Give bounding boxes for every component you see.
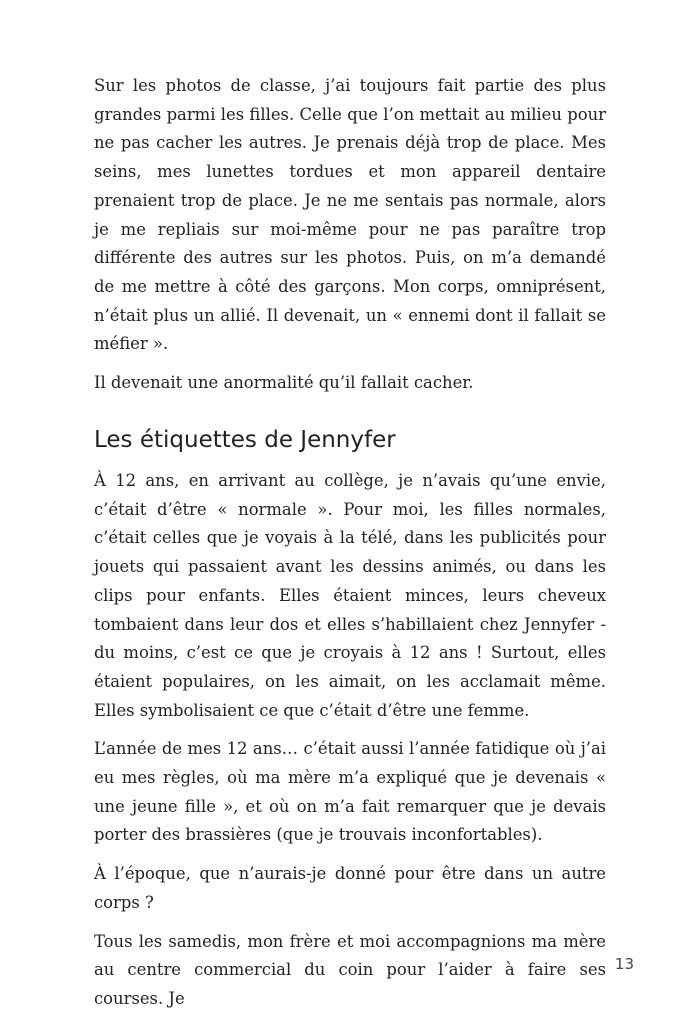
paragraph: À 12 ans, en arrivant au collège, je n’avais qu’une envie, c’était d’être « normale ». Pour moi, les filles normales, c’était celles que je voyais à la télé, dans les publicités pour jouets qui passaient avant les dessins animés, ou dans les clips pour enfants. Elles étaient minces, leurs cheveux tombaient dans leur dos et elles s’habillaient chez Jennyfer - du moins, c’est ce que je croyais à 12 ans ! Surtout, elles étaient populaires, on les aimait, on les acclamait même. Elles symbolisaient ce que c’était d’être une femme. [94, 471, 606, 720]
text-section-jennyfer [94, 467, 606, 1024]
text-section-intro [94, 72, 606, 408]
paragraph: À l’époque, que n’aurais-je donné pour être dans un autre corps ? [94, 864, 606, 912]
page-number: 13 [614, 955, 634, 973]
paragraph: Tous les samedis, mon frère et moi accompagnions ma mère au centre commercial du coin pour l’aider à faire ses courses. Je [94, 931, 606, 1008]
paragraph: L’année de mes 12 ans… c’était aussi l’année fatidique où j’ai eu mes règles, où ma mère m’a expliqué que je devenais « une jeune fille », et où on m’a fait remarquer que je devais porter des brassières (que je trouvais inconfortables). [94, 739, 606, 845]
section-heading: Les étiquettes de Jennyfer [94, 427, 396, 453]
paragraph: Il devenait une anormalité qu’il fallait cacher. [94, 373, 474, 393]
paragraph: Sur les photos de classe, j’ai toujours fait partie des plus grandes parmi les filles. Celle que l’on mettait au milieu pour ne pas cacher les autres. Je prenais déjà trop de place. Mes seins, mes lunettes tordues et mon appareil dentaire prenaient trop de place. Je ne me sentais pas normale, alors je me repliais sur moi-même pour ne pas paraître trop différente des autres sur les photos. Puis, on m’a demandé de me mettre à côté des garçons. Mon corps, omniprésent, n’était plus un allié. Il devenait, un « ennemi dont il fallait se méfier ». [94, 76, 606, 354]
